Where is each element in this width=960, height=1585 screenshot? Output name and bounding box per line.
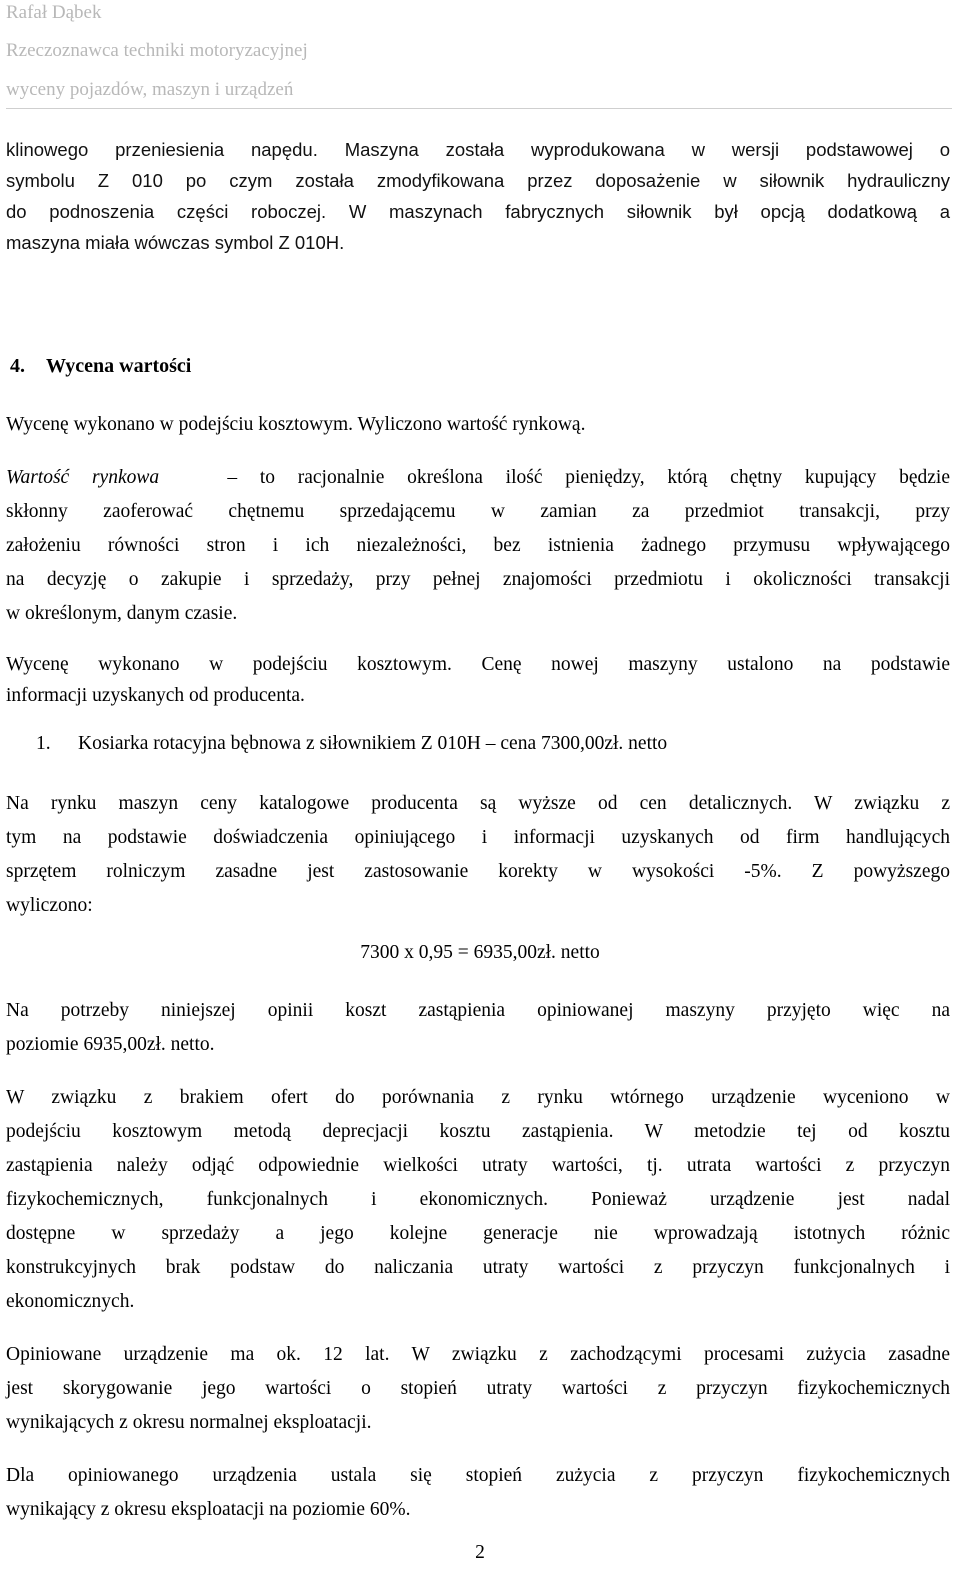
definition-line: założeniu równości stron i ich niezależności, bez istnienia żadnego przymusu wpływającego xyxy=(6,535,950,556)
age-line: jest skorygowanie jego wartości o stopień utraty wartości z przyczyn fizykochemicznych xyxy=(6,1378,950,1399)
definition-line: – to racjonalnie określona ilość pieniędzy, którą chętny kupujący będzie xyxy=(227,467,951,488)
wear-line: Dla opiniowanego urządzenia ustala się stopień zużycia z przyczyn fizykochemicznych xyxy=(6,1465,950,1486)
definition-term: Wartość rynkowa xyxy=(6,467,160,488)
method-line: Wycenę wykonano w podejściu kosztowym. Wyliczono wartość rynkową. xyxy=(6,414,586,435)
section-number: 4. xyxy=(10,355,25,377)
intro-line: do podnoszenia części roboczej. W maszynach fabrycznych siłownik był opcją dodatkową a xyxy=(6,201,950,222)
replacement-cost-line: Na potrzeby niniejszej opinii koszt zastąpienia opiniowanej maszyny przyjęto więc na xyxy=(6,1000,950,1021)
header-services: wyceny pojazdów, maszyn i urządzeń xyxy=(6,79,294,100)
formula: 7300 x 0,95 = 6935,00zł. netto xyxy=(360,942,600,963)
depreciation-line: fizykochemicznych, funkcjonalnych i ekonomicznych. Ponieważ urządzenie jest nadal xyxy=(6,1189,950,1210)
list-text: Kosiarka rotacyjna bębnowa z siłownikiem Z 010H – cena 7300,00zł. netto xyxy=(78,733,668,754)
definition-line: skłonny zaoferować chętnemu sprzedającemu w zamian za przedmiot transakcji, przy xyxy=(6,501,950,522)
age-line: wynikających z okresu normalnej eksploatacji. xyxy=(6,1412,372,1433)
replacement-cost-line: poziomie 6935,00zł. netto. xyxy=(6,1034,215,1055)
price-source-line: Wycenę wykonano w podejściu kosztowym. Cenę nowej maszyny ustalono na podstawie xyxy=(6,654,950,675)
list-number: 1. xyxy=(36,733,51,754)
correction-line: tym na podstawie doświadczenia opiniującego i informacji uzyskanych od firm handlujących xyxy=(6,827,950,848)
header-author: Rafał Dąbek xyxy=(6,2,102,23)
definition-line: na decyzję o zakupie i sprzedaży, przy pełnej znajomości przedmiotu i okoliczności transakcji xyxy=(6,569,950,590)
depreciation-line: W związku z brakiem ofert do porównania z rynku wtórnego urządzenie wyceniono w xyxy=(6,1087,950,1108)
depreciation-line: dostępne w sprzedaży a jego kolejne generacje nie wprowadzają istotnych różnic xyxy=(6,1223,950,1244)
header-profession: Rzeczoznawca techniki motoryzacyjnej xyxy=(6,40,308,61)
price-source-line: informacji uzyskanych od producenta. xyxy=(6,685,305,706)
page-number: 2 xyxy=(475,1542,485,1563)
wear-line: wynikający z okresu eksploatacji na poziomie 60%. xyxy=(6,1499,411,1520)
intro-line: symbolu Z 010 po czym została zmodyfikowana przez doposażenie w siłownik hydrauliczny xyxy=(6,170,950,191)
definition-line: w określonym, danym czasie. xyxy=(6,603,238,624)
depreciation-line: ekonomicznych. xyxy=(6,1291,135,1312)
depreciation-line: zastąpienia należy odjąć odpowiednie wielkości utraty wartości, tj. utrata wartości z przyczyn xyxy=(6,1155,950,1176)
section-heading xyxy=(6,355,191,378)
correction-line: wyliczono: xyxy=(6,895,93,916)
price-list-item xyxy=(36,733,667,755)
depreciation-line: konstrukcyjnych brak podstaw do naliczania utraty wartości z przyczyn funkcjonalnych i xyxy=(6,1257,950,1278)
depreciation-line: podejściu kosztowym metodą deprecjacji kosztu zastąpienia. W metodzie tej od kosztu xyxy=(6,1121,950,1142)
intro-line: maszyna miała wówczas symbol Z 010H. xyxy=(6,232,345,253)
correction-line: Na rynku maszyn ceny katalogowe producenta są wyższe od cen detalicznych. W związku z xyxy=(6,793,950,814)
age-line: Opiniowane urządzenie ma ok. 12 lat. W związku z zachodzącymi procesami zużycia zasadne xyxy=(6,1344,950,1365)
page-header xyxy=(6,0,952,109)
section-title: Wycena wartości xyxy=(46,355,192,377)
definition-first-line xyxy=(6,462,950,493)
correction-line: sprzętem rolniczym zasadne jest zastosowanie korekty w wysokości -5%. Z powyższego xyxy=(6,861,950,882)
intro-line: klinowego przeniesienia napędu. Maszyna została wyprodukowana w wersji podstawowej o xyxy=(6,139,950,160)
